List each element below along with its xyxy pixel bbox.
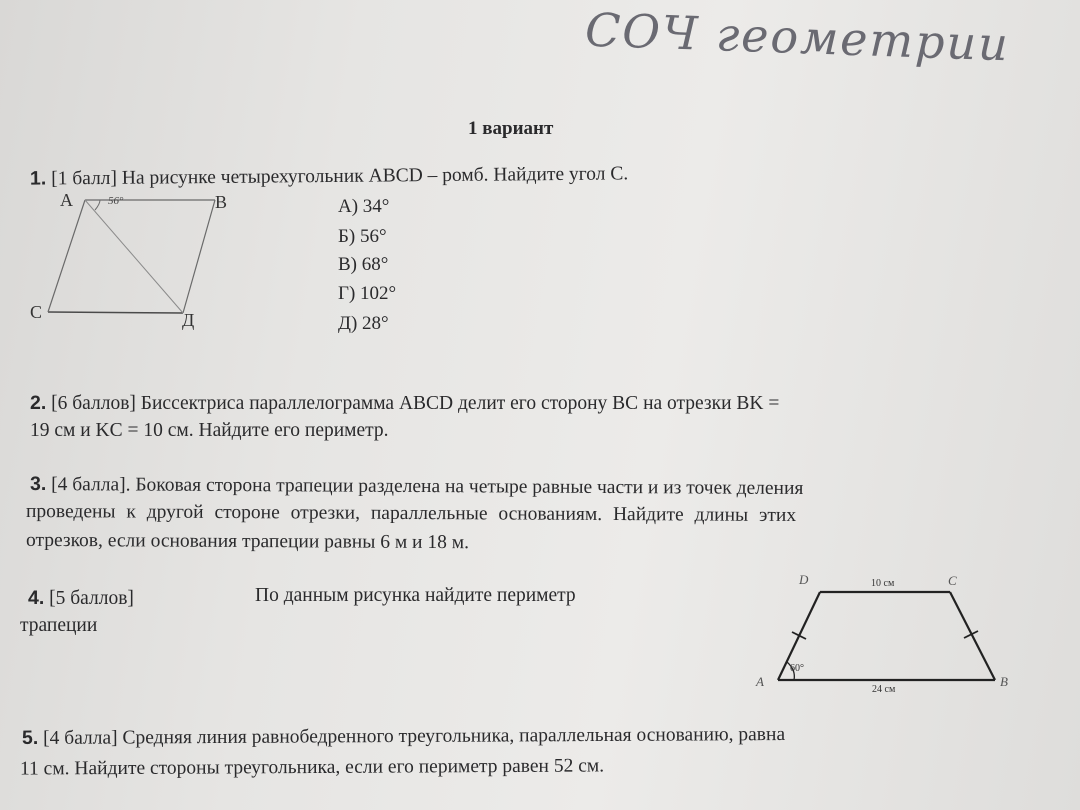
question-5-number: 5. [21, 726, 39, 749]
angle-arc [95, 200, 100, 210]
vertex-label-d: D [799, 572, 809, 587]
question-5-line-1 [22, 723, 785, 750]
answer-option: В) 68° [338, 254, 389, 275]
vertex-label-c: C [30, 302, 43, 322]
question-4-points: [5 баллов] [49, 588, 134, 609]
rhombus-figure [20, 188, 228, 333]
vertex-label-a: A [756, 674, 764, 689]
question-1-line [30, 162, 628, 190]
rhombus-side-ca [48, 200, 85, 312]
bottom-base-label: 24 см [872, 684, 896, 695]
answer-option: Г) 102° [338, 283, 397, 304]
question-2-text-1: [6 баллов] Биссектриса параллелограмма ABCD делит его сторону BC на отрезки BK = [51, 393, 780, 414]
question-1-number: 1. [29, 167, 47, 190]
top-base-label: 10 см [871, 578, 895, 589]
answer-option: Д) 28° [338, 313, 389, 334]
variant-title: 1 вариант [468, 118, 554, 139]
angle-label: 60° [790, 663, 804, 674]
question-3-number: 3. [29, 472, 47, 496]
answer-option: Б) 56° [338, 226, 387, 247]
handwritten-note: СОЧ геометрии [584, 2, 1011, 72]
vertex-label-b: B [1000, 674, 1008, 689]
question-4-line-1 [28, 587, 134, 610]
question-5-line-2: 11 см. Найдите стороны треугольника, если его периметр равен 52 см. [19, 755, 605, 780]
question-2-line-1 [30, 392, 779, 415]
vertex-label-b: B [215, 192, 228, 212]
question-3-text-1: [4 балла]. Боковая сторона трапеции разделена на четыре равные части и из точек деления [51, 474, 804, 500]
question-3-line-1 [30, 473, 804, 500]
angle-label: 56° [108, 195, 124, 207]
vertex-label-a: A [60, 190, 73, 210]
question-4-number: 4. [28, 587, 45, 609]
trapezoid-side-cb [950, 592, 995, 680]
question-3-line-3: отрезков, если основания трапеции равны 6 м и 18 м. [25, 529, 470, 554]
question-2-number: 2. [30, 392, 47, 414]
answer-option: А) 34° [338, 196, 390, 217]
question-2-line-2: 19 см и KC = 10 см. Найдите его периметр. [30, 420, 389, 441]
question-5-text-1: [4 балла] Средняя линия равнобедренного треугольника, параллельная основанию, равна [43, 724, 786, 749]
rhombus-side-dc [48, 312, 183, 313]
vertex-label-d: Д [182, 310, 195, 330]
question-3-line-2: проведены к другой стороне отрезки, параллельные основаниям. Найдите длины этих [25, 500, 797, 527]
question-4-line-2: трапеции [20, 615, 98, 636]
vertex-label-c: C [948, 573, 957, 588]
question-1-text: [1 балл] На рисунке четырехугольник ABCD – ромб. Найдите угол C. [51, 163, 629, 190]
question-4-text: По данным рисунка найдите периметр [255, 585, 576, 606]
trapezoid-figure [750, 570, 1030, 700]
rhombus-diagonal [85, 200, 183, 313]
rhombus-side-bd [183, 200, 215, 313]
